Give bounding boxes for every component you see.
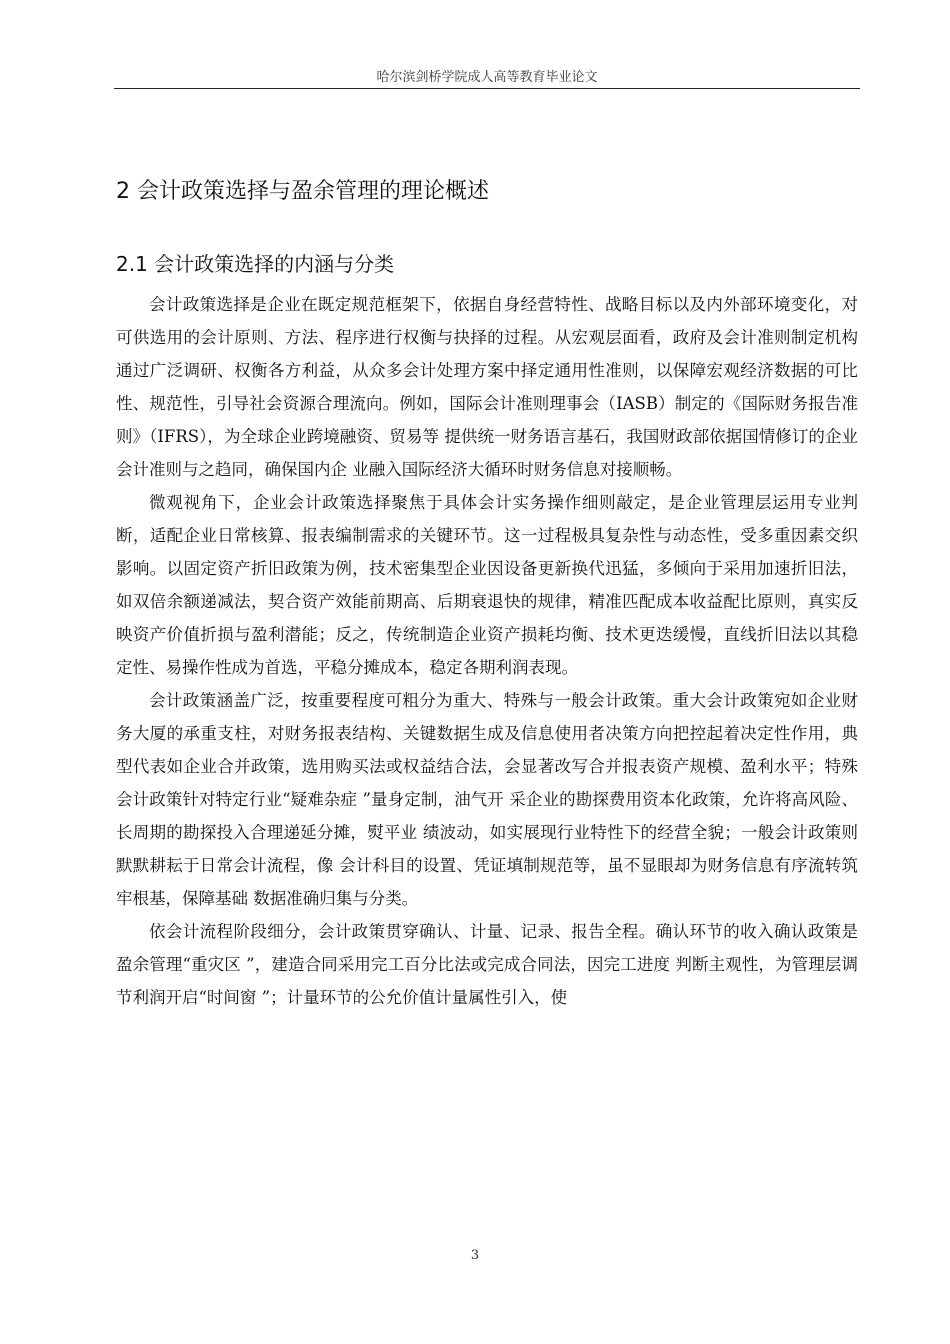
paragraph: 会计政策选择是企业在既定规范框架下，依据自身经营特性、战略目标以及内外部环境变化，对可供选用的会计原则、方法、程序进行权衡与抉择的过程。从宏观层面看，政府及会计准则制定机构通过广泛调研、权衡各方利益，从众多会计处理方案中择定通用性准则，以保障宏观经济数据的可比性、规范性，引导社会资源合理流向。例如，国际会计准则理事会（IASB）制定的《国际财务报告准则》（IFRS），为全球企业跨境融资、贸易等 提供统一财务语言基石，我国财政部依据国情修订的企业会计准则与之趋同，确保国内企 业融入国际经济大循环时财务信息对接顺畅。 <box>116 295 858 479</box>
page-header: 哈尔滨剑桥学院成人高等教育毕业论文 <box>376 70 598 85</box>
paragraph: 微观视角下，企业会计政策选择聚焦于具体会计实务操作细则敲定，是企业管理层运用专业判断，适配企业日常核算、报表编制需求的关键环节。这一过程极具复杂性与动态性，受多重因素交织影响。以固定资产折旧政策为例，技术密集型企业因设备更新换代迅猛，多倾向于采用加速折旧法，如双倍余额递减法，契合资产效能前期高、后期衰退快的规律，精准匹配成本收益配比原则，真实反映资产价值折损与盈利潜能；反之，传统制造企业资产损耗均衡、技术更迭缓慢，直线折旧法以其稳定性、易操作性成为首选，平稳分摊成本，稳定各期利润表现。 <box>116 493 858 677</box>
section-title: 2.1 会计政策选择的内涵与分类 <box>116 252 395 276</box>
body-text <box>116 288 858 1014</box>
page-number: 3 <box>470 1248 480 1263</box>
paragraph: 依会计流程阶段细分，会计政策贯穿确认、计量、记录、报告全程。确认环节的收入确认政策是盈余管理“重灾区 ”，建造合同采用完工百分比法或完成合同法，因完工进度 判断主观性，为管理层调节利润开启“时间窗 ”；计量环节的公允价值计量属性引入，使 <box>116 922 858 1007</box>
chapter-title: 2 会计政策选择与盈余管理的理论概述 <box>116 179 489 204</box>
paragraph: 会计政策涵盖广泛，按重要程度可粗分为重大、特殊与一般会计政策。重大会计政策宛如企业财务大厦的承重支柱，对财务报表结构、关键数据生成及信息使用者决策方向把控起着决定性作用，典型代表如企业合并政策，选用购买法或权益结合法，会显著改写合并报表资产规模、盈利水平；特殊会计政策针对特定行业“疑难杂症 ”量身定制，油气开 采企业的勘探费用资本化政策，允许将高风险、长周期的勘探投入合理递延分摊，熨平业 绩波动，如实展现行业特性下的经营全貌；一般会计政策则默默耕耘于日常会计流程，像 会计科目的设置、凭证填制规范等，虽不显眼却为财务信息有序流转筑牢根基，保障基础 数据准确归集与分类。 <box>116 691 858 908</box>
header-divider <box>114 88 860 89</box>
